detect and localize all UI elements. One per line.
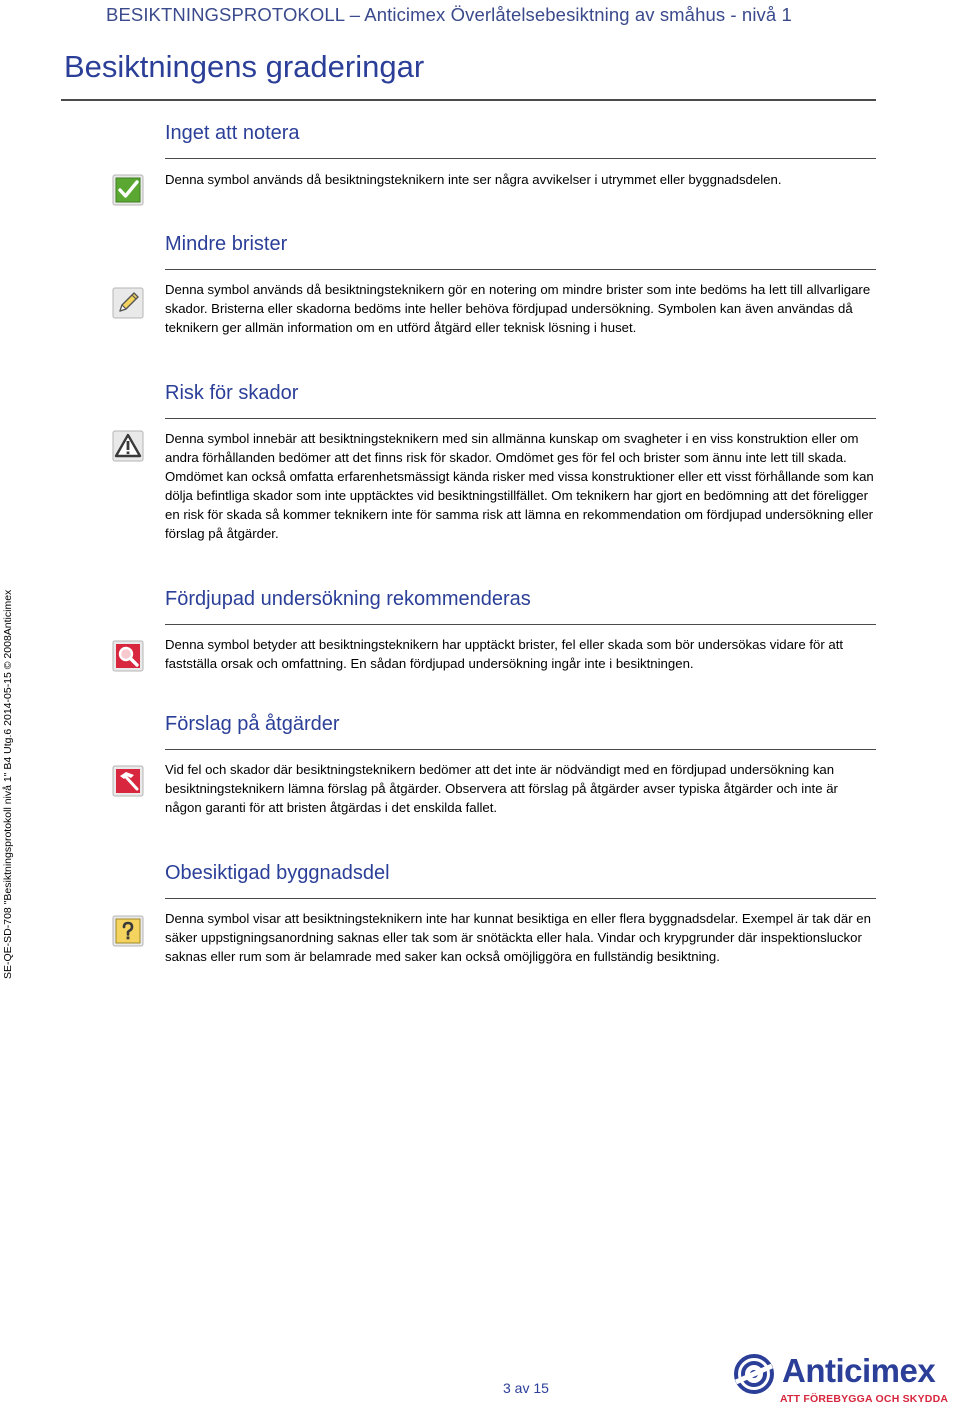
- document-reference-note: SE-QE-SD-708 "Besiktningsprotokoll nivå 1" B4 Utg.6 2014-05-15 © 2008Anticimex: [2, 589, 14, 979]
- section-divider: [165, 624, 876, 625]
- section-body: Denna symbol betyder att besiktningsteknikern har upptäckt brister, fel eller skada som bör undersökas vidare för att fastställa orsak och omfattning. En sådan fördjupad undersökning ingår inte i besiktningen.: [165, 637, 844, 672]
- section-body: Denna symbol innebär att besiktningsteknikern med sin allmänna kunskap om svagheter i en viss konstruktion eller om andra förhållanden bedömer att det finns risk för skador. Omdömet ges för fel och brister som ännu inte lett till skada. Omdömet kan också omfatta erfarenhetsmässigt kända risker med vissa konstruktioner eller ett visst förhållande som kan dölja befintliga skador som inte upptäcktes vid besiktningstillfället. Om teknikern har gjort en bedömning att det föreligger en risk för skada så kommer teknikern inte för samma risk att lämna en rekommendation om fördjupad undersökning eller förslag på åtgärder.: [165, 431, 874, 542]
- section-title: Inget att notera: [165, 122, 300, 144]
- section-body: Denna symbol används då besiktningsteknikern inte ser några avvikelser i utrymmet eller byggnadsdelen.: [165, 172, 782, 187]
- hammer-icon: [112, 765, 144, 797]
- section-divider: [165, 158, 876, 159]
- page-number: 3 av 15: [503, 1380, 549, 1396]
- section-title: Förslag på åtgärder: [165, 713, 340, 735]
- section-body: Denna symbol visar att besiktningsteknikern inte har kunnat besiktiga en eller flera byggnadsdelar. Exempel är tak där en säker uppstigningsanordning saknas eller tak som är snötäckta eller hala. Vindar och krypgrunder där inspektionsluckor saknas eller rum som är belamrade med saker kan också omöjliggöra en fullständig besiktning.: [165, 911, 871, 965]
- page-title: Besiktningens graderingar: [64, 49, 425, 84]
- section-body: Denna symbol används då besiktningsteknikern gör en notering om mindre brister som inte bedöms ha lett till allvarligare skador. Bristerna eller skadorna bedöms inte heller behöva fördjupad undersökning. Symbolen kan även användas då teknikern ger allmän information om en utförd åtgärd eller teknisk lösning i huset.: [165, 282, 871, 336]
- section-title: Obesiktigad byggnadsdel: [165, 862, 390, 884]
- warning-triangle-icon: [112, 430, 144, 462]
- section-body: Vid fel och skador där besiktningsteknikern bedömer att det inte är nödvändigt med en fördjupad undersökning kan besiktningsteknikern lämna förslag på åtgärder. Observera att förslag på åtgärder avser typiska åtgärder och inte är någon garanti för att bristen åtgärdas i det enskilda fallet.: [165, 762, 838, 816]
- document-header: BESIKTNINGSPROTOKOLL – Anticimex Överlåtelsebesiktning av småhus - nivå 1: [106, 4, 792, 25]
- anticimex-logo: [732, 1352, 954, 1408]
- section-divider: [165, 418, 876, 419]
- title-divider: [61, 99, 876, 101]
- pencil-icon: [112, 287, 144, 319]
- anticimex-logo-mark-icon: [732, 1352, 776, 1396]
- section-divider: [165, 749, 876, 750]
- question-mark-icon: [112, 915, 144, 947]
- section-title: Fördjupad undersökning rekommenderas: [165, 588, 531, 610]
- checkmark-icon: [112, 174, 144, 206]
- logo-tagline: ATT FÖREBYGGA OCH SKYDDA: [780, 1393, 949, 1405]
- section-title: Mindre brister: [165, 233, 288, 255]
- section-title: Risk för skador: [165, 382, 299, 404]
- section-divider: [165, 898, 876, 899]
- magnifier-icon: [112, 640, 144, 672]
- section-divider: [165, 269, 876, 270]
- logo-name: Anticimex: [782, 1352, 936, 1389]
